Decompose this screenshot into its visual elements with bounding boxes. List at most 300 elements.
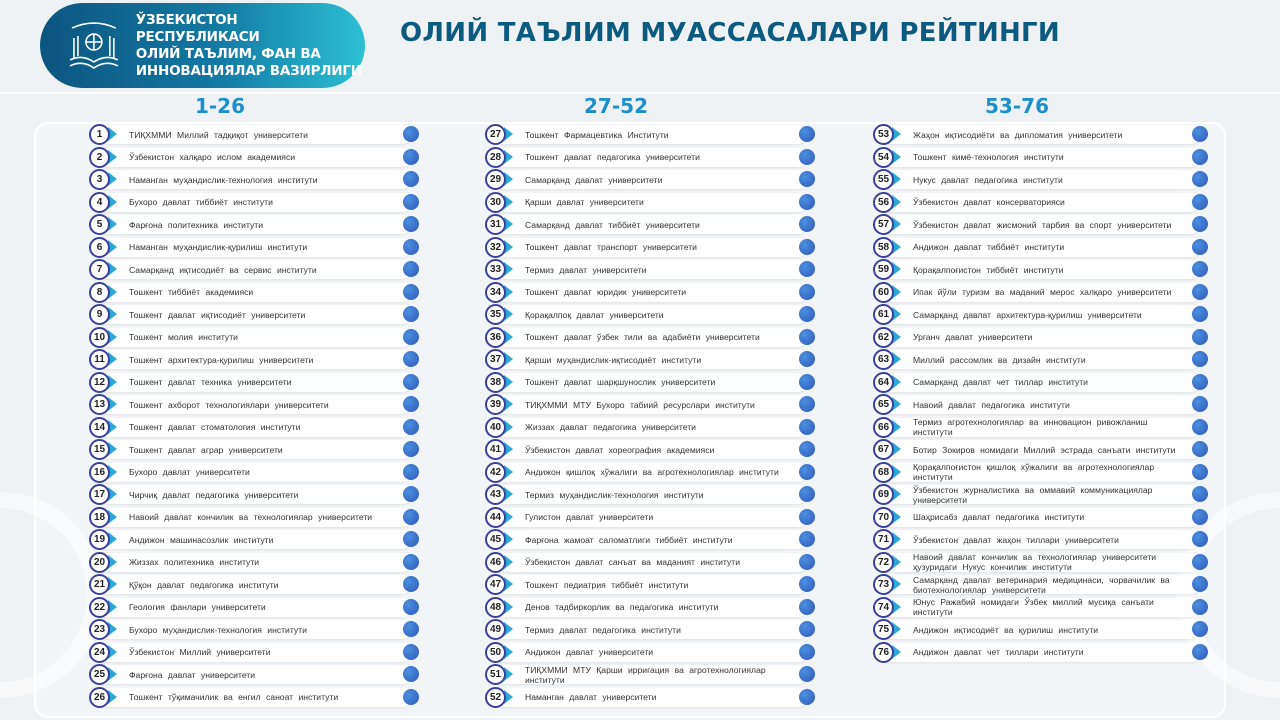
ranking-row [873, 349, 1208, 370]
ranking-row [873, 282, 1208, 303]
institution-name: Нукус давлат педагогика институти [913, 174, 1063, 185]
institution-name: Тошкент молия институти [129, 332, 238, 342]
dot-icon [403, 329, 419, 345]
dot-icon [799, 329, 815, 345]
institution-name: Тошкент Фармацевтика Институти [525, 129, 669, 140]
ranking-row [485, 507, 815, 528]
institution-name: Қорақалпоқ давлат университети [525, 309, 664, 320]
dot-icon [1192, 441, 1208, 457]
institution-name: Қарши муҳандислик-иқтисодиёт институти [525, 354, 702, 365]
ranking-row [485, 529, 815, 550]
rank-badge: 14 [89, 417, 110, 438]
rank-badge: 71 [873, 529, 894, 550]
dot-icon [799, 261, 815, 277]
institution-name: Бухоро давлат университети [129, 467, 250, 477]
dot-icon [1192, 621, 1208, 637]
rank-badge: 69 [873, 484, 894, 505]
rank-badge: 45 [485, 529, 506, 550]
institution-name: Жиззах политехника институти [129, 557, 260, 567]
rank-badge: 51 [485, 664, 506, 685]
institution-name: Ўзбекистон давлат жаҳон тиллари университети [913, 534, 1119, 545]
institution-name: Тошкент давлат иқтисодиёт университети [129, 309, 306, 320]
institution-name: Қорақалпоғистон тиббиёт институти [913, 264, 1064, 275]
rank-badge: 56 [873, 192, 894, 213]
ranking-row [89, 237, 419, 258]
dot-icon [1192, 329, 1208, 345]
rank-badge: 27 [485, 124, 506, 145]
rank-badge: 17 [89, 484, 110, 505]
dot-icon [1192, 194, 1208, 210]
ranking-row [873, 304, 1208, 325]
ministry-line: ЎЗБЕКИСТОН РЕСПУБЛИКАСИ [135, 11, 260, 45]
rank-badge: 64 [873, 372, 894, 393]
rank-badge: 25 [89, 664, 110, 685]
rank-badge: 39 [485, 394, 506, 415]
institution-name: Тошкент давлат техника университети [129, 377, 292, 387]
dot-icon [799, 239, 815, 255]
rank-badge: 53 [873, 124, 894, 145]
dot-icon [403, 396, 419, 412]
institution-name: Тошкент тўқимачилик ва енгил саноат институти [129, 692, 339, 702]
institution-name: Миллий рассомлик ва дизайн институти [913, 354, 1086, 365]
dot-icon [799, 374, 815, 390]
open-book-emblem-icon [64, 16, 124, 76]
rank-badge: 48 [485, 597, 506, 618]
rank-badge: 58 [873, 237, 894, 258]
dot-icon [1192, 576, 1208, 592]
rank-badge: 1 [89, 124, 110, 145]
rank-badge: 24 [89, 642, 110, 663]
ranking-row [873, 417, 1208, 438]
ranking-row [873, 619, 1208, 640]
dot-icon [403, 284, 419, 300]
ranking-row [485, 192, 815, 213]
rank-badge: 18 [89, 507, 110, 528]
institution-name: Тошкент тиббиёт академияси [129, 287, 254, 297]
ranking-row [485, 619, 815, 640]
rank-badge: 38 [485, 372, 506, 393]
institution-name: Ўзбекистон давлат консерваторияси [913, 197, 1065, 207]
dot-icon [799, 194, 815, 210]
rank-badge: 49 [485, 619, 506, 640]
ranking-row [485, 304, 815, 325]
ranking-row [485, 552, 815, 573]
rank-badge: 40 [485, 417, 506, 438]
institution-name: Фарғона жамоат саломатлиги тиббиёт институти [525, 534, 733, 545]
rank-badge: 74 [873, 597, 894, 618]
dot-icon [403, 261, 419, 277]
ranking-row [873, 214, 1208, 235]
institution-name: Термиз муҳандислик-технология институти [525, 489, 704, 500]
rank-badge: 4 [89, 192, 110, 213]
dot-icon [799, 599, 815, 615]
rank-badge: 42 [485, 462, 506, 483]
rank-badge: 41 [485, 439, 506, 460]
ranking-row [485, 237, 815, 258]
ranking-row [485, 597, 815, 618]
rank-badge: 36 [485, 327, 506, 348]
rank-badge: 23 [89, 619, 110, 640]
institution-name: Андижон давлат университети [525, 647, 654, 657]
institution-name: Ўзбекистон журналистика ва оммавий коммуникациялар университети [913, 484, 1153, 505]
dot-icon [403, 599, 419, 615]
rank-badge: 55 [873, 169, 894, 190]
dot-icon [1192, 644, 1208, 660]
rank-badge: 37 [485, 349, 506, 370]
dot-icon [403, 374, 419, 390]
dot-icon [799, 284, 815, 300]
ranking-row [89, 574, 419, 595]
rank-badge: 75 [873, 619, 894, 640]
rank-badge: 62 [873, 327, 894, 348]
rank-badge: 54 [873, 147, 894, 168]
ranking-row [485, 327, 815, 348]
dot-icon [403, 644, 419, 660]
dot-icon [1192, 306, 1208, 322]
dot-icon [1192, 149, 1208, 165]
dot-icon [799, 509, 815, 525]
ranking-row [89, 304, 419, 325]
rank-badge: 68 [873, 462, 894, 483]
ranking-row [89, 417, 419, 438]
ranking-row [485, 169, 815, 190]
dot-icon [799, 621, 815, 637]
ministry-line: ОЛИЙ ТАЪЛИМ, ФАН ВА [135, 45, 321, 62]
institution-name: Самарқанд давлат университети [525, 174, 663, 185]
ranking-row [873, 237, 1208, 258]
dot-icon [403, 531, 419, 547]
rank-badge: 21 [89, 574, 110, 595]
institution-name: ТИҚХММИ МТУ Бухоро табиий ресурслари институти [525, 399, 755, 410]
ranking-row [89, 169, 419, 190]
dot-icon [1192, 351, 1208, 367]
ranking-row [89, 124, 419, 145]
institution-name: Наманган муҳандислик-технология институти [129, 174, 318, 185]
ranking-row [485, 259, 815, 280]
dot-icon [403, 126, 419, 142]
institution-name: Тошкент давлат стоматология институти [129, 422, 301, 432]
institution-name: Қўқон давлат педагогика институти [129, 579, 279, 590]
rank-badge: 67 [873, 439, 894, 460]
ranking-row [89, 507, 419, 528]
institution-name: Денов тадбиркорлик ва педагогика институти [525, 602, 719, 612]
institution-name: Гулистон давлат университети [525, 512, 654, 522]
dot-icon [403, 419, 419, 435]
institution-name: Ўзбекистон давлат хореография академияси [525, 444, 715, 455]
dot-icon [799, 554, 815, 570]
rank-badge: 13 [89, 394, 110, 415]
rank-badge: 61 [873, 304, 894, 325]
rank-badge: 15 [89, 439, 110, 460]
ranking-row [873, 484, 1208, 505]
ranking-row [89, 642, 419, 663]
dot-icon [1192, 554, 1208, 570]
institution-name: Тошкент давлат транспорт университети [525, 242, 697, 252]
column-heading: 1-26 [194, 94, 246, 118]
ranking-row [485, 124, 815, 145]
dot-icon [403, 149, 419, 165]
institution-name: Тошкент архитектура-қурилиш университети [129, 354, 314, 365]
institution-name: Геология фанлари университети [129, 602, 266, 612]
institution-name: Бухоро муҳандислик-технология институти [129, 624, 307, 635]
institution-name: Урганч давлат университети [913, 332, 1033, 342]
ranking-row [485, 394, 815, 415]
dot-icon [403, 194, 419, 210]
ranking-row [873, 327, 1208, 348]
rank-badge: 72 [873, 552, 894, 573]
ranking-row [89, 462, 419, 483]
ranking-row [89, 259, 419, 280]
ranking-row [873, 124, 1208, 145]
institution-name: Самарқанд давлат архитектура-қурилиш университети [913, 309, 1142, 320]
rank-badge: 44 [485, 507, 506, 528]
dot-icon [799, 126, 815, 142]
ranking-row [485, 642, 815, 663]
dot-icon [1192, 599, 1208, 615]
dot-icon [799, 644, 815, 660]
institution-name: Андижон давлат чет тиллари институти [913, 647, 1084, 657]
dot-icon [403, 464, 419, 480]
ranking-row [485, 372, 815, 393]
rank-badge: 12 [89, 372, 110, 393]
ranking-row [89, 214, 419, 235]
institution-name: Андижон иқтисодиёт ва қурилиш институти [913, 624, 1099, 635]
institution-name: Самарқанд давлат ветеринария медицинаси, чорвачилик ва биотехнологиялар университети [913, 574, 1170, 595]
ranking-row [89, 327, 419, 348]
institution-name: Тошкент давлат педагогика университети [525, 152, 700, 162]
rank-badge: 47 [485, 574, 506, 595]
ranking-row [873, 259, 1208, 280]
institution-name: Фарғона политехника институти [129, 219, 264, 230]
dot-icon [403, 351, 419, 367]
dot-icon [799, 666, 815, 682]
column-heading: 27-52 [584, 94, 648, 118]
dot-icon [403, 216, 419, 232]
rank-badge: 5 [89, 214, 110, 235]
ranking-row [89, 687, 419, 708]
rank-badge: 70 [873, 507, 894, 528]
rank-badge: 46 [485, 552, 506, 573]
institution-name: Қорақалпоғистон қишлоқ хўжалиги ва агротехнологиялар институти [913, 462, 1155, 482]
dot-icon [403, 621, 419, 637]
ranking-row [485, 484, 815, 505]
rank-badge: 34 [485, 282, 506, 303]
ministry-logo [40, 3, 365, 88]
rank-badge: 26 [89, 687, 110, 708]
rank-badge: 59 [873, 259, 894, 280]
institution-name: Тошкент ахборот технологиялари университети [129, 399, 329, 410]
ranking-row [873, 192, 1208, 213]
institution-name: Фарғона давлат университети [129, 669, 256, 680]
institution-name: Наманган давлат университети [525, 692, 657, 702]
institution-name: Ўзбекистон давлат санъат ва маданият институти [525, 557, 741, 567]
ranking-row [485, 439, 815, 460]
institution-name: Бухоро давлат тиббиёт институти [129, 197, 273, 207]
institution-name: Тошкент кимё-технология институти [913, 152, 1064, 162]
rank-badge: 73 [873, 574, 894, 595]
dot-icon [403, 554, 419, 570]
ranking-row [485, 687, 815, 708]
rank-badge: 10 [89, 327, 110, 348]
institution-name: Навоий давлат кончилик ва технологиялар университети ҳузуридаги Нукус кончилик институти [913, 552, 1157, 572]
institution-name: Тошкент педиатрия тиббиёт институти [525, 579, 689, 590]
dot-icon [1192, 531, 1208, 547]
rank-badge: 52 [485, 687, 506, 708]
rank-badge: 16 [89, 462, 110, 483]
ranking-row [89, 147, 419, 168]
rank-badge: 50 [485, 642, 506, 663]
dot-icon [799, 689, 815, 705]
ranking-row [873, 372, 1208, 393]
ranking-row [873, 462, 1208, 483]
institution-name: Ўзбекистон Миллий университети [129, 647, 271, 657]
dot-icon [403, 441, 419, 457]
institution-name: Шаҳрисабз давлат педагогика институти [913, 512, 1085, 522]
rank-badge: 2 [89, 147, 110, 168]
dot-icon [799, 306, 815, 322]
rank-badge: 63 [873, 349, 894, 370]
dot-icon [403, 171, 419, 187]
institution-name: Наманган муҳандислик-қурилиш институти [129, 242, 308, 252]
ranking-row [873, 597, 1208, 618]
institution-name: Ўзбекистон халқаро ислом академияси [129, 152, 296, 162]
rank-badge: 3 [89, 169, 110, 190]
dot-icon [1192, 239, 1208, 255]
dot-icon [1192, 509, 1208, 525]
dot-icon [403, 576, 419, 592]
ranking-row [89, 349, 419, 370]
dot-icon [1192, 216, 1208, 232]
dot-icon [1192, 171, 1208, 187]
institution-name: Андижон давлат тиббиёт институти [913, 242, 1065, 252]
dot-icon [1192, 126, 1208, 142]
rank-badge: 19 [89, 529, 110, 550]
dot-icon [1192, 374, 1208, 390]
rank-badge: 35 [485, 304, 506, 325]
rank-badge: 60 [873, 282, 894, 303]
institution-name: ТИҚХММИ Миллий тадқиқот университети [129, 129, 308, 140]
institution-name: Термиз агротехнологиялар ва инновацион ривожланиш институти [913, 417, 1148, 437]
institution-name: Навоий давлат кончилик ва технологиялар университети [129, 512, 373, 522]
rank-badge: 7 [89, 259, 110, 280]
dot-icon [1192, 486, 1208, 502]
ranking-row [873, 169, 1208, 190]
institution-name: Ўзбекистон давлат жисмоний тарбия ва спорт университети [913, 219, 1172, 230]
ranking-row [89, 597, 419, 618]
dot-icon [799, 576, 815, 592]
rank-badge: 28 [485, 147, 506, 168]
dot-icon [799, 171, 815, 187]
rank-badge: 8 [89, 282, 110, 303]
ranking-row [873, 574, 1208, 595]
dot-icon [1192, 464, 1208, 480]
ranking-row [873, 507, 1208, 528]
institution-name: Тошкент давлат шарқшунослик университети [525, 377, 716, 387]
institution-name: Жиззах давлат педагогика университети [525, 422, 696, 432]
ranking-row [485, 417, 815, 438]
ranking-row [873, 529, 1208, 550]
ranking-row [89, 664, 419, 685]
institution-name: Навоий давлат педагогика институти [913, 399, 1070, 410]
rank-badge: 20 [89, 552, 110, 573]
rank-badge: 6 [89, 237, 110, 258]
ranking-row [873, 552, 1208, 573]
institution-name: Андижон қишлоқ хўжалиги ва агротехнологиялар институти [525, 467, 779, 477]
ranking-row [873, 147, 1208, 168]
institution-name: Самарқанд давлат тиббиёт университети [525, 219, 700, 230]
rank-badge: 32 [485, 237, 506, 258]
ranking-row [485, 349, 815, 370]
ranking-row [873, 394, 1208, 415]
dot-icon [799, 441, 815, 457]
ranking-row [485, 574, 815, 595]
ranking-row [89, 484, 419, 505]
dot-icon [1192, 419, 1208, 435]
institution-name: Чирчиқ давлат педагогика университети [129, 489, 299, 500]
dot-icon [403, 306, 419, 322]
institution-name: Тошкент давлат юридик университети [525, 287, 687, 297]
ranking-row [89, 394, 419, 415]
institution-name: Юнус Ражабий номидаги Ўзбек миллий мусиқа санъати институти [913, 597, 1154, 617]
rank-badge: 65 [873, 394, 894, 415]
rank-badge: 29 [485, 169, 506, 190]
dot-icon [403, 689, 419, 705]
dot-icon [799, 486, 815, 502]
ranking-row [873, 439, 1208, 460]
ministry-name [136, 12, 365, 80]
institution-name: Самарқанд давлат чет тиллар институти [913, 377, 1088, 387]
institution-name: Жаҳон иқтисодиёти ва дипломатия университети [913, 129, 1123, 140]
ministry-line: ИННОВАЦИЯЛАР ВАЗИРЛИГИ [135, 62, 362, 79]
dot-icon [799, 216, 815, 232]
dot-icon [799, 351, 815, 367]
institution-name: Самарқанд иқтисодиёт ва сервис институти [129, 264, 317, 275]
dot-icon [1192, 396, 1208, 412]
ranking-row [873, 642, 1208, 663]
dot-icon [1192, 261, 1208, 277]
rank-badge: 11 [89, 349, 110, 370]
rank-badge: 31 [485, 214, 506, 235]
rank-badge: 9 [89, 304, 110, 325]
institution-name: Андижон машинасозлик институти [129, 534, 274, 545]
ranking-row [485, 664, 815, 685]
ranking-row [89, 439, 419, 460]
rank-badge: 33 [485, 259, 506, 280]
institution-name: Ботир Зокиров номидаги Миллий эстрада санъати институти [913, 444, 1176, 455]
institution-name: Тошкент давлат ўзбек тили ва адабиёти университети [525, 332, 760, 342]
ranking-row [89, 552, 419, 573]
ranking-row [89, 529, 419, 550]
ranking-row [89, 619, 419, 640]
institution-name: Тошкент давлат аграр университети [129, 444, 283, 455]
rank-badge: 76 [873, 642, 894, 663]
rank-badge: 43 [485, 484, 506, 505]
dot-icon [403, 239, 419, 255]
dot-icon [403, 486, 419, 502]
rank-badge: 66 [873, 417, 894, 438]
ranking-row [485, 462, 815, 483]
dot-icon [799, 464, 815, 480]
institution-name: Термиз давлат педагогика институти [525, 624, 681, 635]
dot-icon [799, 531, 815, 547]
dot-icon [799, 149, 815, 165]
institution-name: Қарши давлат университети [525, 197, 644, 207]
ranking-row [89, 282, 419, 303]
rank-badge: 30 [485, 192, 506, 213]
institution-name: ТИҚХММИ МТУ Қарши ирригация ва агротехнологиялар институти [525, 664, 766, 685]
institution-name: Термиз давлат университети [525, 264, 647, 275]
ranking-row [485, 214, 815, 235]
